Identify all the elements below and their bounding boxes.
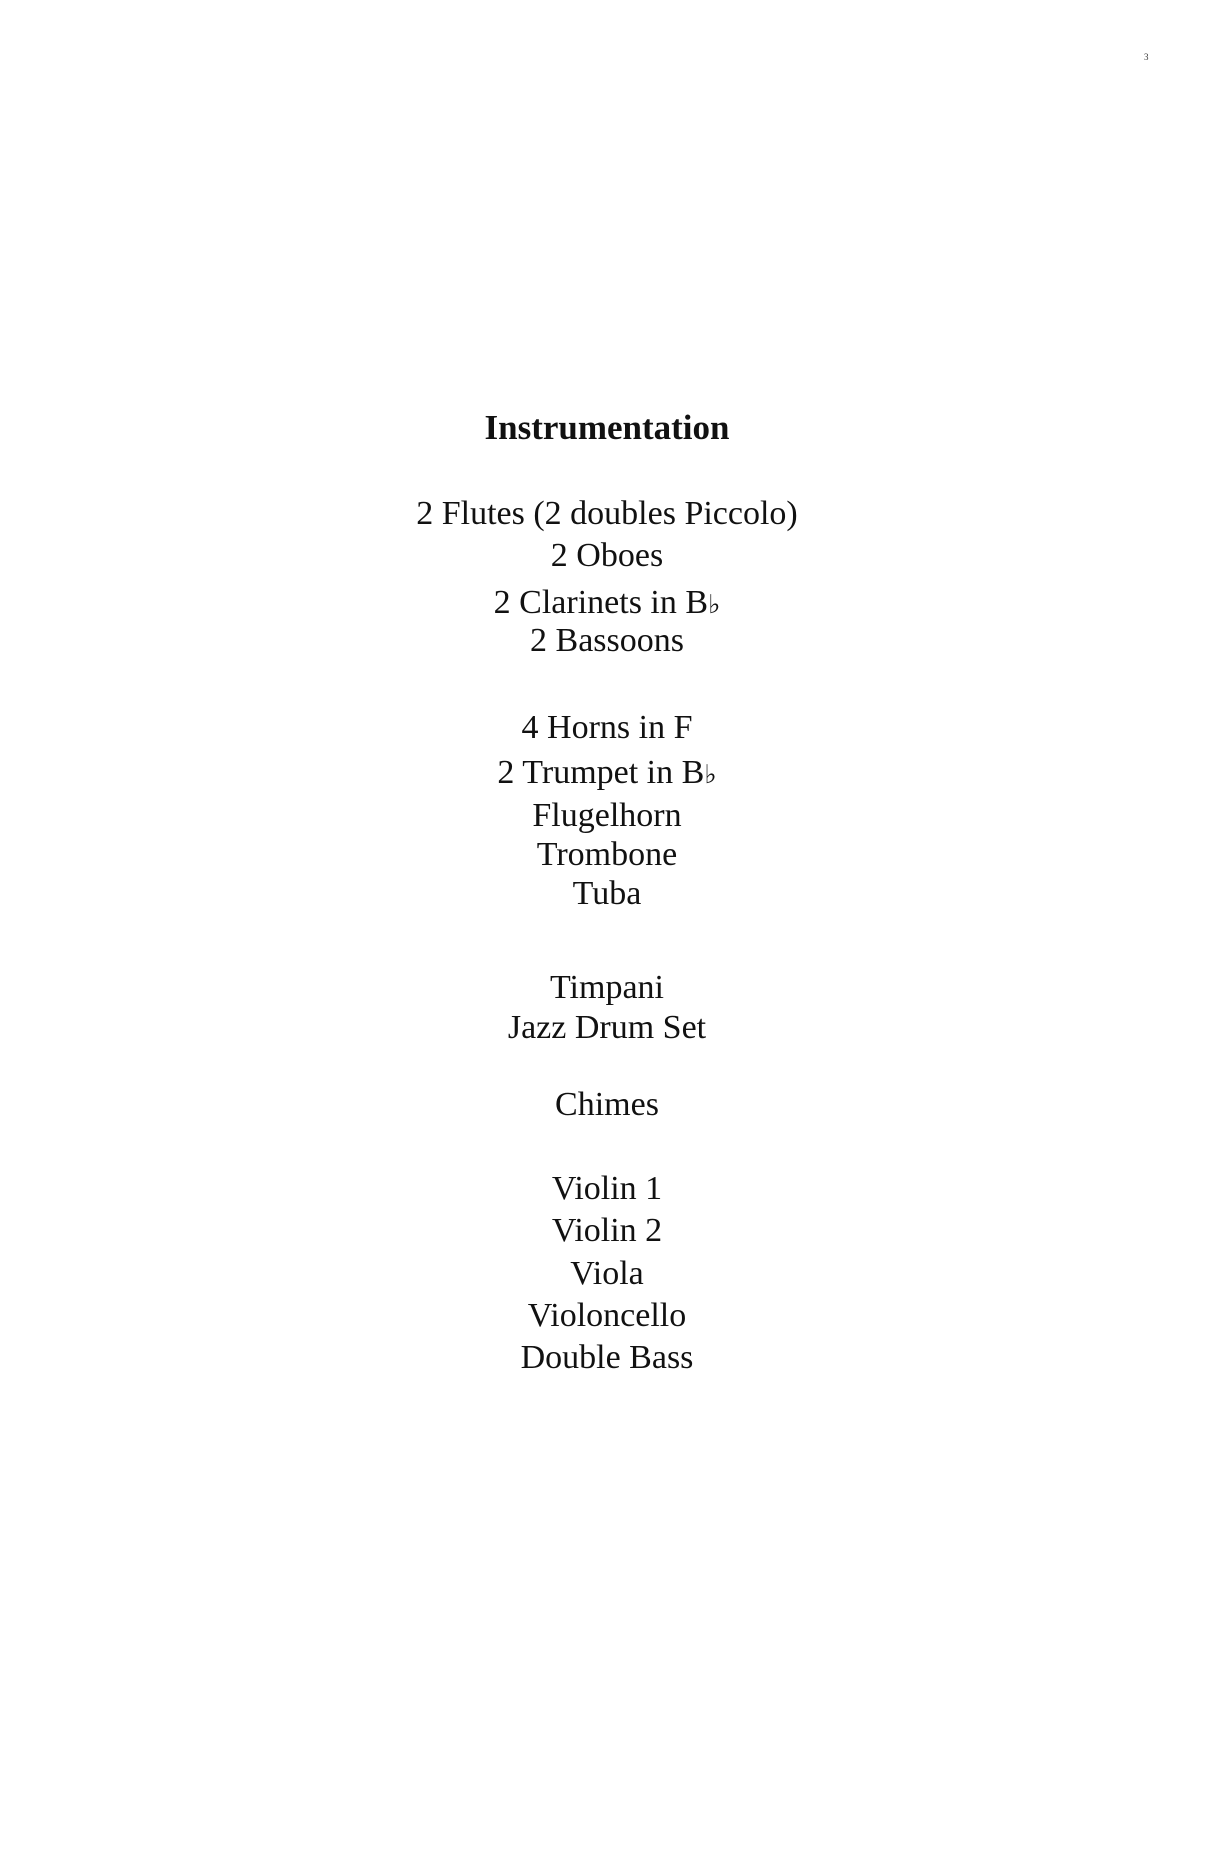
instrument-chimes: Chimes: [555, 1086, 659, 1123]
instrument-horns: 4 Horns in F: [521, 709, 693, 746]
instrument-viola: Viola: [570, 1255, 644, 1292]
instrument-oboes: 2 Oboes: [550, 537, 664, 574]
instrument-bassoons: 2 Bassoons: [530, 622, 684, 659]
instrument-drum-set: Jazz Drum Set: [507, 1009, 707, 1046]
instrument-flugelhorn: Flugelhorn: [532, 797, 682, 834]
page-number: 3: [1144, 52, 1149, 62]
instrument-clarinets-label: 2 Clarinets in B: [493, 584, 709, 621]
instrument-trumpets: [0, 752, 1214, 796]
instrument-tuba: Tuba: [572, 875, 642, 912]
instrument-violoncello: Violoncello: [527, 1297, 687, 1334]
page-title: Instrumentation: [484, 408, 730, 447]
instrument-flutes: 2 Flutes (2 doubles Piccolo): [416, 495, 798, 532]
instrument-trumpets-label: 2 Trumpet in B: [497, 754, 705, 791]
flat-symbol-icon: ♭: [704, 760, 717, 790]
instrument-double-bass: Double Bass: [520, 1339, 694, 1376]
instrument-timpani: Timpani: [549, 969, 664, 1006]
instrument-trombone: Trombone: [536, 836, 678, 873]
flat-symbol-icon: ♭: [708, 590, 721, 620]
instrument-violin-2: Violin 2: [551, 1212, 663, 1249]
instrument-violin-1: Violin 1: [551, 1170, 663, 1207]
